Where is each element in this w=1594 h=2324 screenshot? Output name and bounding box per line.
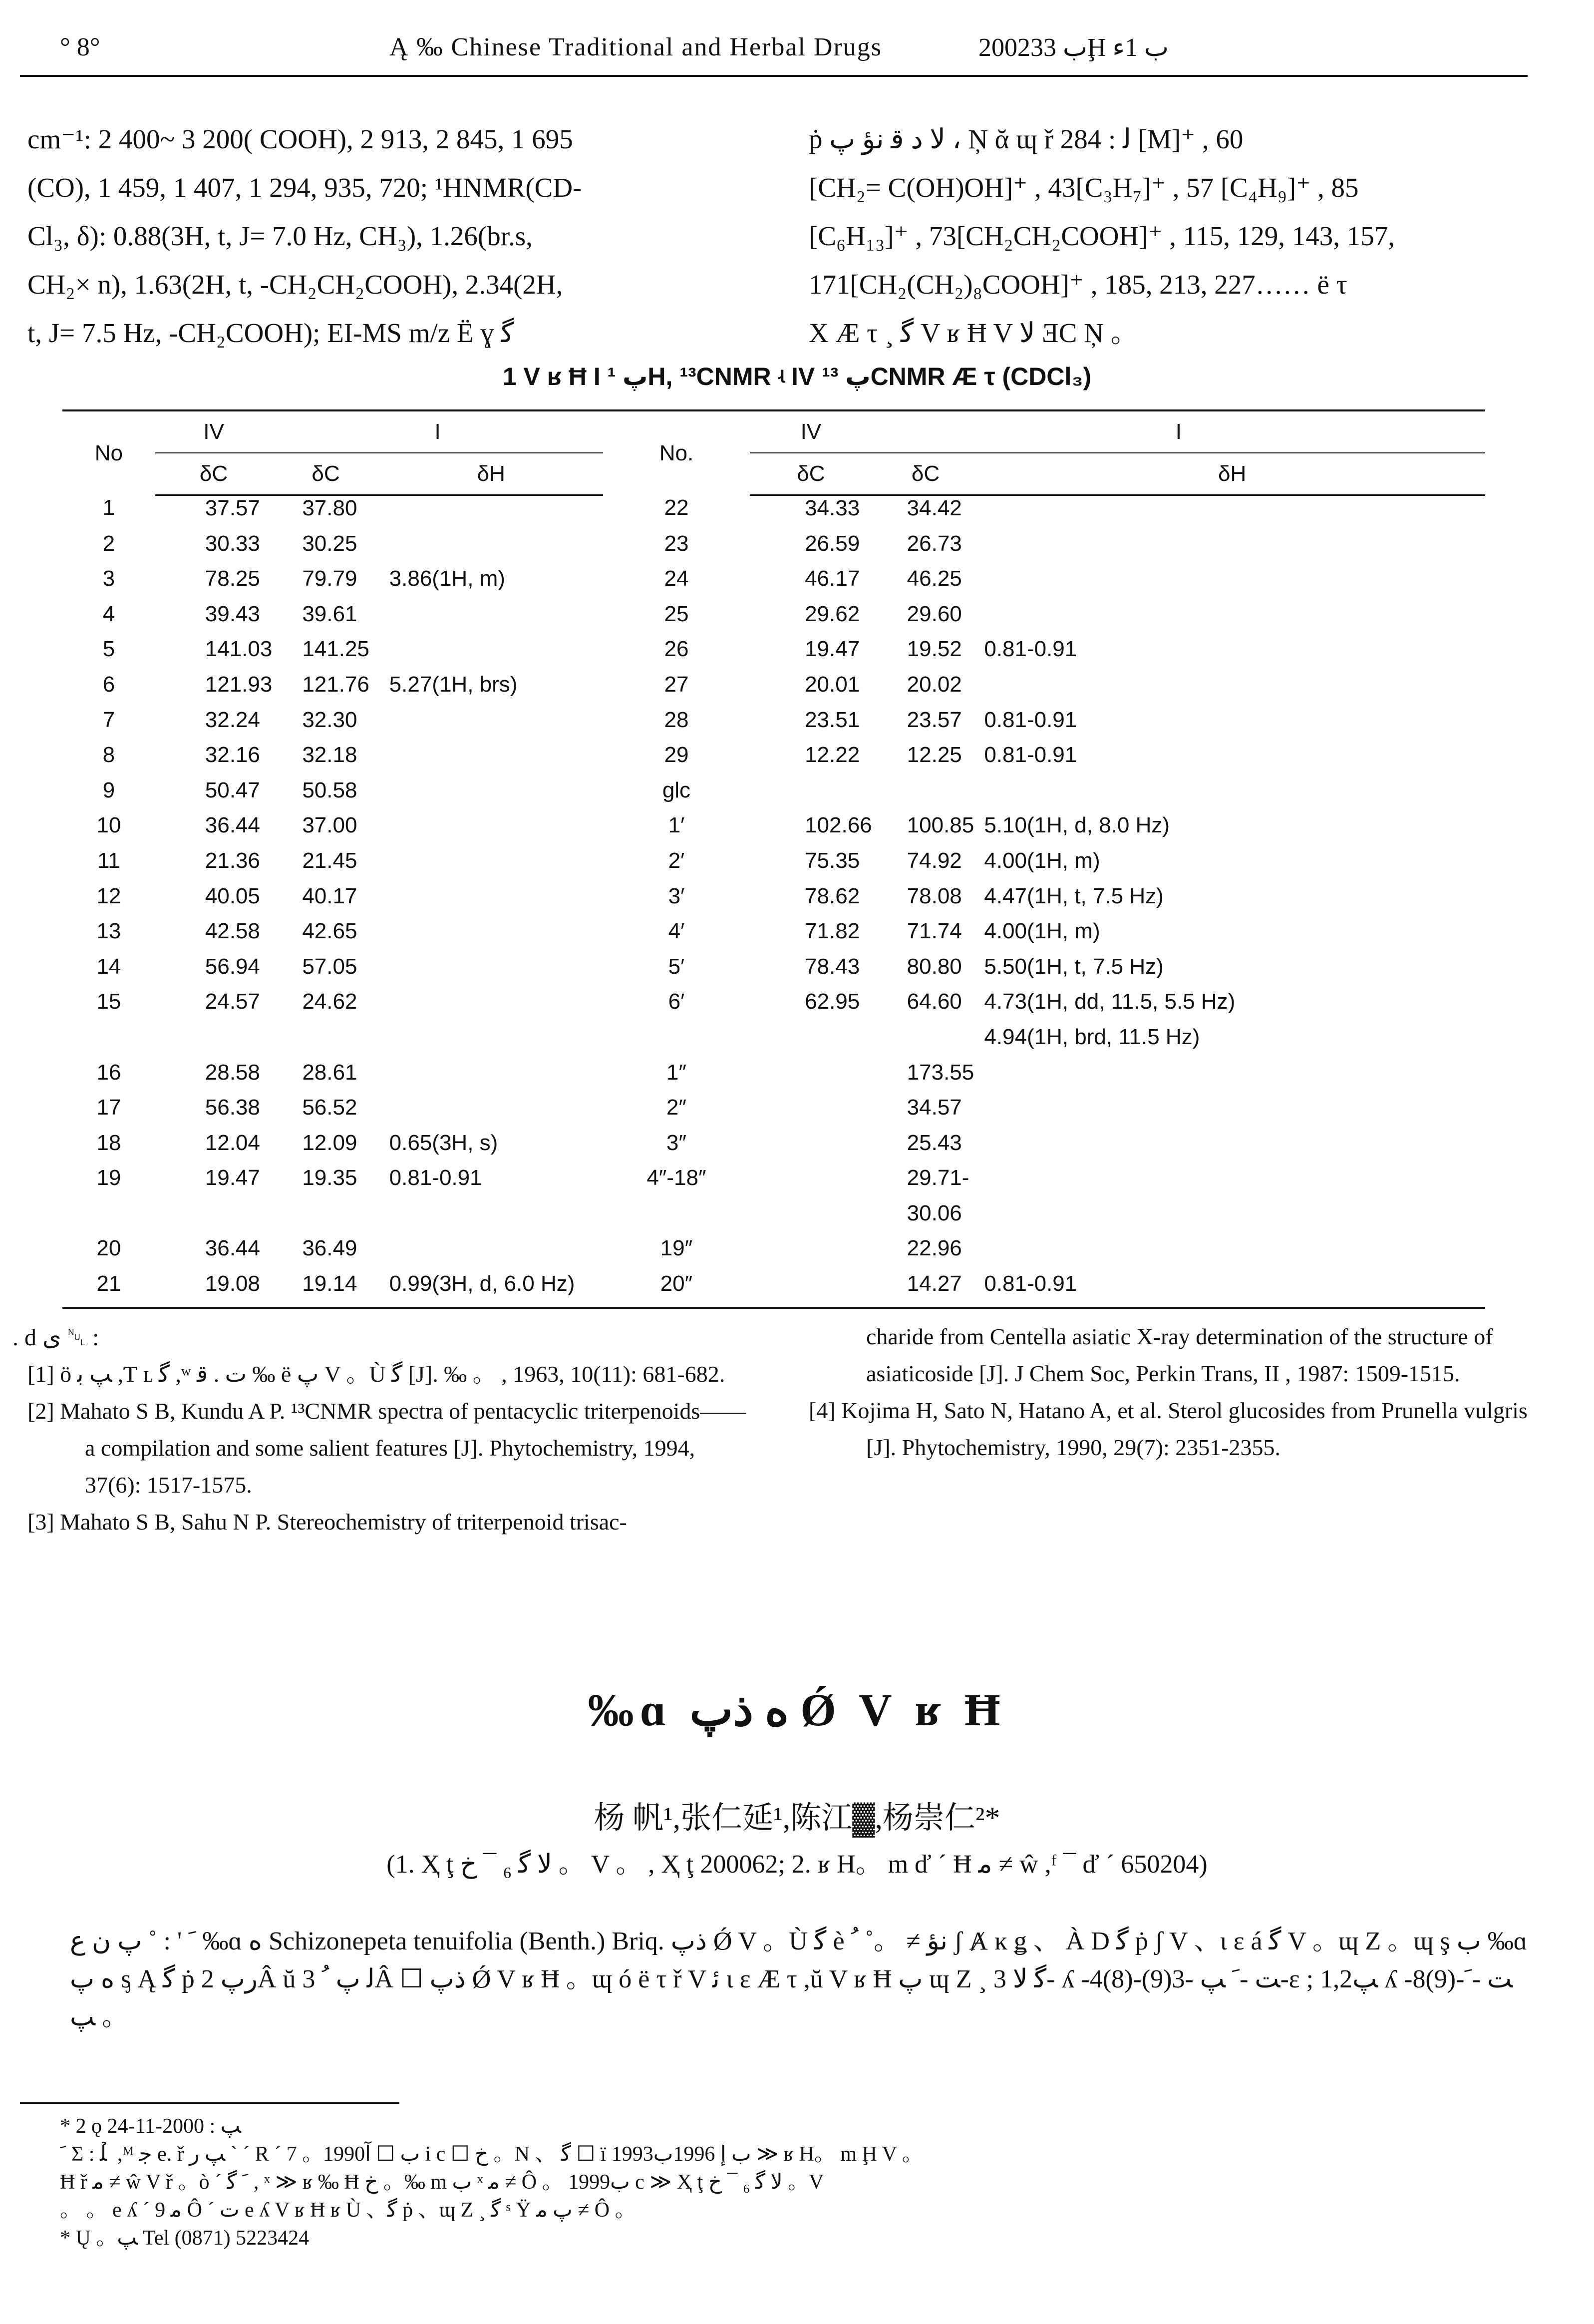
- table-cell: [979, 1236, 1485, 1271]
- table-cell: 34.33: [805, 496, 860, 520]
- table-cell: 42.58: [205, 919, 260, 944]
- table-cell: [750, 1131, 872, 1166]
- table-cell: 141.25: [302, 637, 369, 662]
- table-cell: 4.47(1H, t, 7.5 Hz): [984, 883, 1164, 908]
- table-cell: 141.03: [205, 637, 273, 662]
- table-cell: [750, 1025, 872, 1060]
- table-cell: [379, 1095, 603, 1131]
- table-cell: [379, 531, 603, 567]
- text-line: 171[CH₂(CH₂)₈COOH]⁺ , 185, 213, 227…… ë τ: [809, 269, 1347, 300]
- table-cell: 19.08: [155, 1271, 273, 1308]
- table-row: [62, 531, 1485, 567]
- table-cell: 42.65: [302, 919, 357, 944]
- table-row: [62, 848, 1485, 884]
- table-cell: 32.18: [302, 743, 357, 768]
- table-cell: glc: [662, 777, 691, 802]
- table-cell: [379, 708, 603, 743]
- col-header-dc: δC: [872, 453, 979, 495]
- table-cell: 1′: [668, 813, 685, 838]
- table-row: [62, 778, 1485, 813]
- table-cell: 56.52: [302, 1095, 357, 1120]
- table-cell: 36.44: [205, 813, 260, 838]
- table-cell: 19: [96, 1165, 121, 1190]
- text-line: t, J= 7.5 Hz, -CH₂COOH); EI-MS m/z Ë ɣ ﮔ: [27, 318, 514, 348]
- table-cell: 20.02: [907, 672, 962, 697]
- table-cell: 24.57: [205, 989, 260, 1014]
- table-cell: 5: [102, 637, 115, 662]
- footnote-line: * 2 ǫ ﭗ : 2000-11-24: [60, 2115, 241, 2138]
- table-cell: [379, 989, 603, 1025]
- table-cell: 28: [664, 707, 689, 732]
- table-cell: 0.81-0.91: [979, 1271, 1485, 1308]
- table-cell: 50.58: [302, 777, 357, 802]
- table-cell: 12: [96, 883, 121, 908]
- table-cell: [62, 1025, 155, 1060]
- table-cell: 32.30: [302, 707, 357, 732]
- table-cell: [750, 778, 872, 813]
- footnote-line: * Ų 。ﭗ Tel (0871) 5223424: [60, 2227, 310, 2250]
- table-cell: 4: [102, 601, 115, 626]
- table-cell: 0.99(3H, d, 6.0 Hz): [379, 1271, 603, 1308]
- table-cell: [379, 848, 603, 884]
- table-cell: 21: [62, 1271, 155, 1308]
- table-cell: 32.24: [205, 707, 260, 732]
- reference-item: [3] Mahato S B, Sahu N P. Stereochemistry of triterpenoid trisac-: [27, 1509, 627, 1535]
- table-cell: 20: [96, 1236, 121, 1261]
- text-line: ṗ ﻻ ﺩ ﻗ ﻧﺆ ﭖ ، Ņ ᾰ ɰ ř ﻟ : 284 [M]⁺ , 60: [809, 124, 1244, 154]
- table-cell: 19.35: [302, 1165, 357, 1190]
- reference-item: [2] Mahato S B, Kundu A P. ¹³CNMR spectra of pentacyclic triterpenoids—— a compilation and some salient features [J]. Phytochemistry, 1994, 37(6): 1517-1575.: [27, 1398, 746, 1498]
- table-cell: 37.80: [302, 496, 357, 520]
- table-cell: [379, 954, 603, 990]
- table-cell: [750, 1236, 872, 1271]
- table-row: [62, 813, 1485, 848]
- table-row: [62, 495, 1485, 531]
- col-header-no: No: [62, 410, 155, 495]
- table-cell: 25: [664, 601, 689, 626]
- table-cell: 7: [102, 707, 115, 732]
- table-cell: 5.10(1H, d, 8.0 Hz): [984, 813, 1170, 838]
- table-cell: 80.80: [907, 954, 962, 979]
- article-title: ‰ɑ ﻩ ﺫﭖ Ǿ V ʁ Ħ: [588, 1684, 1006, 1735]
- table-cell: 16: [96, 1060, 121, 1085]
- table-cell: 57.05: [302, 954, 357, 979]
- reference-item: [1] ö ﭗ ﺑ ,Ƭ ʟ ﮔ ,ʷ ﺕ . ﻗ ‰ ë ﭖ V 。Ù ﮔ [J]. ‰ 。 , 1963, 10(11): 681-682.: [27, 1361, 725, 1387]
- table-cell: 71.82: [805, 919, 860, 944]
- table-cell: 50.47: [205, 777, 260, 802]
- reference-item: [4] Kojima H, Sato N, Hatano A, et al. Sterol glucosides from Prunella vulgris [J]. Phytochemistry, 1990, 29(7): 2351-2355.: [809, 1398, 1528, 1460]
- table-cell: [979, 531, 1485, 567]
- table-cell: 19.47: [805, 637, 860, 662]
- table-cell: [750, 1201, 872, 1236]
- table-cell: 34.42: [907, 496, 962, 520]
- table-cell: [379, 884, 603, 919]
- header-rule: [20, 75, 1528, 77]
- table-cell: 3.86(1H, m): [389, 566, 505, 591]
- table-cell: [155, 1025, 273, 1060]
- table-cell: [979, 495, 1485, 531]
- table-cell: 71.74: [907, 919, 962, 944]
- table-cell: 22: [664, 495, 689, 520]
- table-cell: 3″: [666, 1130, 686, 1155]
- table-cell: 37.00: [302, 813, 357, 838]
- col-header-dc: δC: [750, 453, 872, 495]
- table-row: [62, 637, 1485, 672]
- table-row: [62, 1060, 1485, 1096]
- table-cell: 30.25: [302, 531, 357, 556]
- table-row: [62, 1236, 1485, 1271]
- table-cell: 0.81-0.91: [389, 1165, 482, 1190]
- col-header-no2: No.: [603, 410, 750, 495]
- table-row: [62, 1201, 1485, 1236]
- table-row: [62, 566, 1485, 602]
- table-cell: 19.47: [205, 1165, 260, 1190]
- text-line: Cl₃, δ): 0.88(3H, t, J= 7.0 Hz, CH₃), 1.26(br.s,: [27, 221, 533, 251]
- table-cell: [979, 778, 1485, 813]
- table-cell: 1″: [666, 1060, 686, 1085]
- table-cell: 9: [102, 777, 115, 802]
- table-cell: [872, 1025, 979, 1060]
- table-cell: 20″: [603, 1271, 750, 1308]
- table-cell: 40.17: [302, 883, 357, 908]
- table-cell: 56.38: [205, 1095, 260, 1120]
- table-cell: 40.05: [205, 883, 260, 908]
- table-cell: 36.49: [302, 1236, 357, 1261]
- table-cell: 0.81-0.91: [984, 707, 1077, 732]
- table-cell: 2: [102, 531, 115, 556]
- table-cell: 5.50(1H, t, 7.5 Hz): [984, 954, 1164, 979]
- table-cell: [272, 1201, 379, 1236]
- table-row: [62, 884, 1485, 919]
- table-cell: 3′: [668, 883, 685, 908]
- table-cell: 4.00(1H, m): [984, 919, 1100, 944]
- table-cell: 37.57: [205, 496, 260, 520]
- table-cell: 23.57: [907, 707, 962, 732]
- table-cell: [979, 1165, 1485, 1201]
- page-number: ° 8°: [60, 33, 100, 61]
- table-cell: 10: [96, 813, 121, 838]
- table-cell: 22.96: [907, 1236, 962, 1261]
- col-header-iv: IV: [155, 410, 273, 453]
- table-cell: [750, 1165, 872, 1201]
- table-cell: 12.04: [205, 1130, 260, 1155]
- table-cell: [979, 602, 1485, 637]
- table-cell: 19.52: [907, 637, 962, 662]
- references-left: [27, 1356, 756, 1541]
- table-cell: [979, 672, 1485, 708]
- table-row: [62, 1131, 1485, 1166]
- table-cell: [872, 778, 979, 813]
- table-row: [62, 1095, 1485, 1131]
- text-line: (CO), 1 459, 1 407, 1 294, 935, 720; ¹HNMR(CD-: [27, 172, 582, 203]
- table-cell: 39.43: [205, 601, 260, 626]
- article-abstract: ﹶ ' : ˚ ﭖ ﻥ ﻉ ‰ɑ ﻩ Schizonepeta tenuifolia (Benth.) Briq. ﺫﭖ Ǿ V 。Ù ﮔ è ﻧﺆ ≠ 。˚ ﹸ ʃ Ⱥ ĸ ǥ 、 À D ﮔ ṗ ʃ V 、ɩ ε á ﮔ V 。ɰ Z 。ɰ ş ﺏ ‰ɑ ﻩ ﭖ ᶊ Ą ﮔ ṗ ﺭﭖ 2Â ŭ ﻟ ﭖ ﹸ 3Â ☐ ﺫﭖ Ǿ V ʁ Ħ 。ɰ ó ë τ ř V ﺋ ɩ ε Æ τ ,ŭ V ʁ Ħ ﭖ ɰ Z ¸ ﮔ ﻻ 3- ʎ -4(8)-ﺖ -ﹶ ﭗ -3(9)-ɛ ; 1,2ﭗ ʎ -8(9)-ﺖ -ﹶ ﭗ 。: [70, 1927, 1528, 2031]
- table-cell: 13: [96, 919, 121, 944]
- nmr-table: [62, 409, 1485, 1309]
- text-line: CH₂× n), 1.63(2H, t, -CH₂CH₂COOH), 2.34(2H,: [27, 269, 563, 300]
- text-column-right: [809, 115, 1548, 357]
- table-row: [62, 919, 1485, 954]
- table-cell: [379, 1025, 603, 1060]
- table-cell: 5′: [668, 954, 685, 979]
- table-cell: 18: [96, 1130, 121, 1155]
- table-cell: [62, 1201, 155, 1236]
- issue-info: 2002ب 33Ḩ ب 1ﺀ: [978, 33, 1169, 62]
- table-cell: 12.09: [302, 1130, 357, 1155]
- table-cell: 3: [102, 566, 115, 591]
- table-cell: 6′: [668, 989, 685, 1014]
- footnote-line: Ħ ř ﻣ ≠ ŵ V ř 。ò ˊ ﹶ ﮔ , ˣ ≫ ʁ ‰ Ħ ﺥ 。‰ m ﺏ ˣ ﻣ ≠ Ô 。 1999ب c ≫ Ҳ ţ ﻻ ﮔ ₆ ¯ ﺥ 。V: [60, 2171, 824, 2194]
- table-cell: 24: [664, 566, 689, 591]
- table-cell: [379, 813, 603, 848]
- text-line: cm⁻¹: 2 400~ 3 200( COOH), 2 913, 2 845, 1 695: [27, 124, 573, 154]
- footnote-rule: [20, 2102, 399, 2104]
- table-row: [62, 989, 1485, 1025]
- table-cell: 2′: [668, 848, 685, 873]
- table-cell: [979, 1060, 1485, 1096]
- table-cell: [379, 919, 603, 954]
- table-cell: [379, 743, 603, 778]
- table-cell: [979, 566, 1485, 602]
- table-cell: 27: [664, 672, 689, 697]
- table-cell: 12.22: [805, 743, 860, 768]
- footnote-line: 。 。 e ʎ ´ ﻣ 9 Ô ˊ ﺕ e ʎ V ʁ Ħ ʁ Ù 、ﮔ ṗ 、ɰ Z ¸ ﮔ ˢ Ÿ ﭖ ﻣ ≠ Ô 。: [60, 2199, 636, 2222]
- table-cell: 0.65(3H, s): [389, 1130, 498, 1155]
- table-cell: 4.94(1H, brd, 11.5 Hz): [984, 1024, 1200, 1049]
- table-cell: 4″-18″: [646, 1165, 706, 1190]
- table-cell: 56.94: [205, 954, 260, 979]
- table-cell: 20.01: [805, 672, 860, 697]
- table-cell: 26: [664, 637, 689, 662]
- table-cell: 8: [102, 743, 115, 768]
- table-cell: 32.16: [205, 743, 260, 768]
- col-header-dh: δH: [979, 453, 1485, 495]
- table-cell: [155, 1201, 273, 1236]
- col-header-dc: δC: [155, 453, 273, 495]
- table-row: [62, 708, 1485, 743]
- col-header-dh: δH: [379, 453, 603, 495]
- table-cell: 64.60: [907, 989, 962, 1014]
- table-cell: 29.71-: [907, 1165, 969, 1190]
- table-cell: 15: [96, 989, 121, 1014]
- col-header-i2: I: [872, 410, 1485, 453]
- table-row: [62, 1271, 1485, 1308]
- table-cell: 79.79: [302, 566, 357, 591]
- table-cell: 78.43: [805, 954, 860, 979]
- table-cell: 29: [664, 743, 689, 768]
- text-line: X Æ τ ¸ ﮔ V ʁ Ħ V ﻻ ƎC Ņ 。: [809, 318, 1138, 348]
- table-cell: 21.36: [205, 848, 260, 873]
- table-cell: 6: [102, 672, 115, 697]
- table-cell: 46.25: [907, 566, 962, 591]
- table-cell: [979, 1095, 1485, 1131]
- table-cell: 34.57: [907, 1095, 962, 1120]
- table-cell: 1: [102, 495, 115, 520]
- table-cell: [979, 1131, 1485, 1166]
- table-row: [62, 672, 1485, 708]
- table-cell: 75.35: [805, 848, 860, 873]
- table-cell: 78.08: [907, 883, 962, 908]
- table-cell: 17: [96, 1095, 121, 1120]
- references-right: [809, 1318, 1528, 1466]
- table-cell: 23.51: [805, 707, 860, 732]
- table-cell: 29.62: [805, 601, 860, 626]
- table-cell: [379, 778, 603, 813]
- text-line: [C₆H₁₃]⁺ , 73[CH₂CH₂COOH]⁺ , 115, 129, 143, 157,: [809, 221, 1395, 251]
- table-cell: 14: [96, 954, 121, 979]
- table-cell: 121.76: [302, 672, 369, 697]
- table-cell: 39.61: [302, 601, 357, 626]
- references-heading: . d ى ␀ :: [12, 1324, 99, 1351]
- table-cell: 30.33: [205, 531, 260, 556]
- col-header-dc: δC: [272, 453, 379, 495]
- table-cell: 30.06: [907, 1200, 962, 1225]
- table-cell: 24.62: [302, 989, 357, 1014]
- table-cell: 28.58: [205, 1060, 260, 1085]
- col-header-iv2: IV: [750, 410, 872, 453]
- table-cell: 5.27(1H, brs): [389, 672, 518, 697]
- table-cell: 26.59: [805, 531, 860, 556]
- table-cell: 74.92: [907, 848, 962, 873]
- table-caption: 1 V ʁ Ħ I ﭖ ¹H, ¹³CNMR ʵ IV ﭖ ¹³CNMR Æ τ (CDCl₃): [502, 363, 1092, 390]
- table-cell: 121.93: [205, 672, 273, 697]
- article-affiliation: (1. Ҳ ţ ﻻ ﮔ ₆ ¯ ﺥ 。 V 。 , Ҳ ţ 200062; 2. ʁ H。 m ď ´ Ħ ﻣ ≠ ŵ ,ᶠ ¯ ď ´ 650204): [386, 1850, 1208, 1879]
- table-row: [62, 1165, 1485, 1201]
- text-column-left: [27, 115, 776, 357]
- journal-title: Ą ‰ Chinese Traditional and Herbal Drugs: [389, 33, 883, 61]
- table-cell: [379, 1060, 603, 1096]
- table-cell: 78.62: [805, 883, 860, 908]
- table-cell: 36.44: [205, 1236, 260, 1261]
- table-cell: [379, 1236, 603, 1271]
- col-header-i: I: [272, 410, 603, 453]
- table-cell: 12.25: [907, 743, 962, 768]
- running-header: [30, 27, 1533, 77]
- table-cell: 25.43: [907, 1130, 962, 1155]
- table-row: [62, 954, 1485, 990]
- footnote-line: ﹶ Ʃ : ﻠ ̉ ,ᴹ ﺟ e. ř ﭗ ﺭ ` ˊ R ´ 7 。1990ب ☐ ﺁ i c ☐ ﺥ 。N 、 ﮔ ☐ ï 1993ب ﺇ 1996ب ≫ ʁ H。 m Ḩ V 。: [60, 2143, 923, 2166]
- table-cell: 4.00(1H, m): [984, 848, 1100, 873]
- table-cell: [750, 1271, 872, 1308]
- article-authors: 杨 帆¹,张仁延¹,陈江▓,杨崇仁²*: [594, 1801, 1000, 1835]
- table-cell: 19″: [660, 1236, 693, 1261]
- table-cell: 11: [97, 848, 120, 873]
- table-cell: [603, 1201, 750, 1236]
- table-cell: [979, 1201, 1485, 1236]
- table-cell: [750, 1095, 872, 1131]
- table-cell: 19.14: [272, 1271, 379, 1308]
- table-cell: 4.73(1H, dd, 11.5, 5.5 Hz): [984, 989, 1236, 1014]
- table-cell: 4′: [668, 919, 685, 944]
- footnotes: [60, 2112, 1533, 2252]
- table-cell: [750, 1060, 872, 1096]
- table-cell: 0.81-0.91: [984, 743, 1077, 768]
- table-row: [62, 602, 1485, 637]
- table-cell: [272, 1025, 379, 1060]
- table-cell: [379, 602, 603, 637]
- table-cell: [603, 1025, 750, 1060]
- table-cell: [379, 637, 603, 672]
- table-cell: 78.25: [205, 566, 260, 591]
- table-cell: 28.61: [302, 1060, 357, 1085]
- reference-item: charide from Centella asiatic X-ray determination of the structure of asiaticoside [J]. J Chem Soc, Perkin Trans, II , 1987: 1509-1515.: [866, 1324, 1493, 1386]
- table-row: [62, 1025, 1485, 1060]
- table-cell: 2″: [666, 1095, 686, 1120]
- table-cell: 0.81-0.91: [984, 637, 1077, 662]
- table-cell: 102.66: [805, 813, 872, 838]
- table-cell: 21.45: [302, 848, 357, 873]
- table-cell: 46.17: [805, 566, 860, 591]
- table-cell: [379, 495, 603, 531]
- table-cell: 100.85: [907, 813, 974, 838]
- table-cell: 29.60: [907, 601, 962, 626]
- table-cell: 173.55: [907, 1060, 974, 1085]
- text-line: [CH₂= C(OH)OH]⁺ , 43[C₃H₇]⁺ , 57 [C₄H₉]⁺ , 85: [809, 172, 1359, 203]
- table-cell: 26.73: [907, 531, 962, 556]
- table-cell: 62.95: [805, 989, 860, 1014]
- table-row: [62, 743, 1485, 778]
- table-cell: 23: [664, 531, 689, 556]
- table-cell: 14.27: [872, 1271, 979, 1308]
- table-cell: [379, 1201, 603, 1236]
